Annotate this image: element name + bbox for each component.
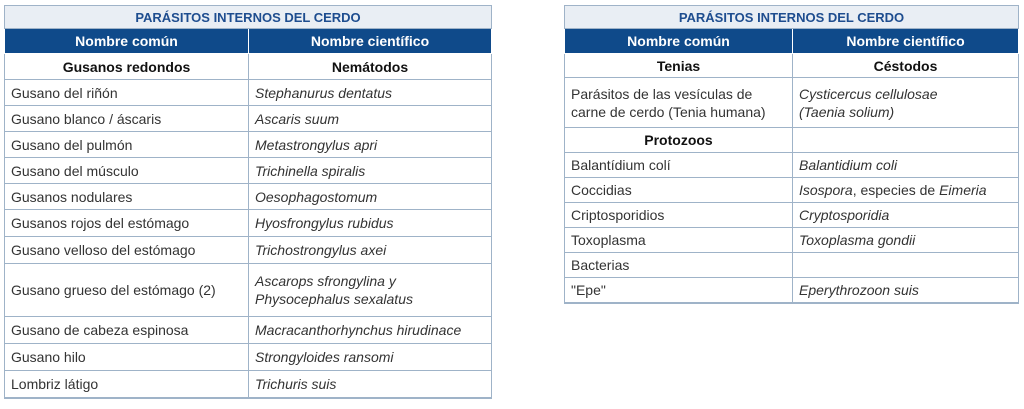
table-row (565, 278, 1019, 303)
scientific-name: Balantidium coli (793, 153, 1019, 178)
table-row (5, 237, 492, 264)
table-row (5, 210, 492, 237)
scientific-name: Eperythrozoon suis (793, 278, 1019, 303)
common-name: "Epe" (565, 278, 793, 303)
left-category-scientific: Nemátodos (249, 54, 492, 80)
right-category-cestodos: Céstodos (793, 54, 1019, 78)
table-row (565, 228, 1019, 253)
left-category-common: Gusanos redondos (5, 54, 249, 80)
scientific-name: Trichostrongylus axei (249, 237, 492, 264)
table-row (565, 78, 1019, 128)
table-row (5, 80, 492, 106)
table-row (5, 264, 492, 317)
right-col-scientific-header: Nombre científico (793, 29, 1019, 54)
common-name: Criptosporidios (565, 203, 793, 228)
scientific-name (793, 178, 1019, 203)
scientific-name: Cryptosporidia (793, 203, 1019, 228)
scientific-name-part: , especies de (852, 182, 940, 198)
common-name: Gusano hilo (5, 344, 249, 371)
common-name: Gusanos rojos del estómago (5, 210, 249, 237)
table-row (5, 132, 492, 158)
scientific-name-part: Isospora (799, 182, 853, 198)
common-name: Gusano del riñón (5, 80, 249, 106)
table-row (5, 344, 492, 371)
common-name: Gusano velloso del estómago (5, 237, 249, 264)
common-name: Gusano del músculo (5, 158, 249, 184)
scientific-name: Trichuris suis (249, 371, 492, 398)
right-category-tenias: Tenias (565, 54, 793, 78)
common-name: Gusano blanco / áscaris (5, 106, 249, 132)
scientific-name: Metastrongylus apri (249, 132, 492, 158)
scientific-name: Hyosfrongylus rubidus (249, 210, 492, 237)
common-name: Gusano del pulmón (5, 132, 249, 158)
table-row (5, 184, 492, 210)
scientific-name: Trichinella spiralis (249, 158, 492, 184)
left-col-scientific-header: Nombre científico (249, 29, 492, 54)
right-table-title: PARÁSITOS INTERNOS DEL CERDO (565, 6, 1019, 29)
scientific-name (793, 78, 1019, 128)
table-row (565, 253, 1019, 278)
common-name: Toxoplasma (565, 228, 793, 253)
scientific-name: Ascaris suum (249, 106, 492, 132)
common-name (565, 78, 793, 128)
table-row (5, 106, 492, 132)
table-row (5, 317, 492, 344)
left-col-common-header: Nombre común (5, 29, 249, 54)
right-parasite-table (564, 5, 1019, 304)
scientific-name-line: Cysticercus cellulosae (799, 85, 938, 102)
table-row (565, 203, 1019, 228)
scientific-name-line: (Taenia solium) (799, 103, 895, 120)
common-name: Coccidias (565, 178, 793, 203)
scientific-name-part: Eimeria (939, 182, 987, 198)
table-row (5, 158, 492, 184)
common-name: Bacterias (565, 253, 793, 278)
scientific-name: Oesophagostomum (249, 184, 492, 210)
table-row (565, 153, 1019, 178)
common-name: Balantídium colí (565, 153, 793, 178)
scientific-name: Stephanurus dentatus (249, 80, 492, 106)
table-row (5, 371, 492, 398)
common-name: Lombriz látigo (5, 371, 249, 398)
common-name: Gusanos nodulares (5, 184, 249, 210)
scientific-name: Macracanthorhynchus hirudinace (249, 317, 492, 344)
common-name-line: carne de cerdo (Tenia humana) (571, 103, 766, 120)
scientific-name (249, 264, 492, 317)
empty-cell (793, 128, 1019, 153)
right-category-protozoos: Protozoos (565, 128, 793, 153)
table-row (565, 178, 1019, 203)
scientific-name-line: Physocephalus sexalatus (255, 291, 413, 307)
scientific-name (793, 253, 1019, 278)
scientific-name: Strongyloides ransomi (249, 344, 492, 371)
common-name-line: Parásitos de las vesículas de (571, 85, 753, 102)
right-col-common-header: Nombre común (565, 29, 793, 54)
left-parasite-table (4, 5, 492, 399)
common-name: Gusano grueso del estómago (2) (5, 264, 249, 317)
scientific-name: Toxoplasma gondii (793, 228, 1019, 253)
common-name: Gusano de cabeza espinosa (5, 317, 249, 344)
left-table-title: PARÁSITOS INTERNOS DEL CERDO (5, 6, 492, 29)
scientific-name-line: Ascarops sfrongylina y (255, 273, 396, 289)
